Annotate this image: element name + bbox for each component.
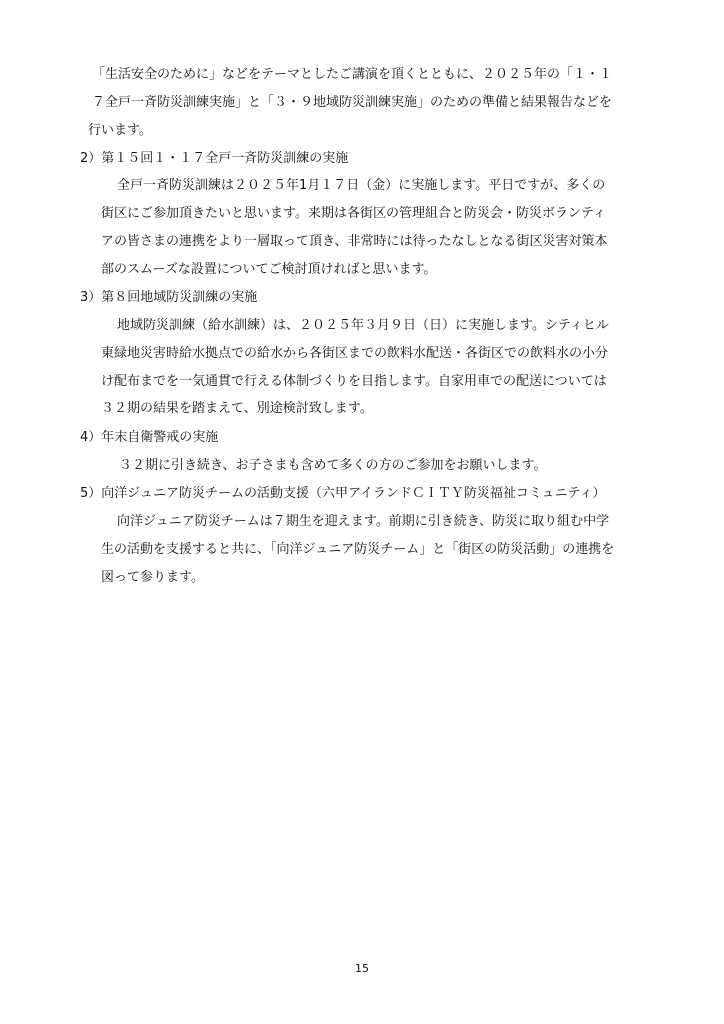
- body-line: け配布までを一気通貫で行える体制づくりを目指します。自家用車での配送については: [101, 374, 607, 389]
- body-line: 街区にご参加頂きたいと思います。来期は各街区の管理組合と防災会・防災ボランティ: [101, 206, 606, 221]
- body-line: 向洋ジュニア防災チームは７期生を迎えます。前期に引き続き、防災に取り組む中学: [117, 514, 610, 529]
- body-line: 生の活動を支援すると共に、「向洋ジュニア防災チーム」と「街区の防災活動」の連携を: [101, 542, 615, 557]
- intro-line: 「生活安全のために」などをテーマとしたご講演を頂くとともに、２０２５年の「１・１: [92, 67, 613, 82]
- body-line: ３２期に引き続き、お子さまも含めて多くの方のご参加をお願いします。: [119, 458, 547, 473]
- page-number: 15: [355, 962, 369, 975]
- body-line: 東緑地災害時給水拠点での給水から各街区までの飲料水配送・各街区での飲料水の小分: [101, 346, 609, 361]
- section-heading: 3）第８回地域防災訓練の実施: [80, 290, 258, 305]
- section-heading: 2）第１５回１・１７全戸一斉防災訓練の実施: [80, 151, 349, 166]
- intro-line: ７全戸一斉防災訓練実施」と「３・９地域防災訓練実施」のための準備と結果報告などを: [92, 95, 613, 110]
- section-heading: 4）年末自衛警戒の実施: [80, 430, 219, 445]
- section-heading: 5）向洋ジュニア防災チームの活動支援（六甲アイランドＣＩＴＹ防災福祉コミュニティ）: [80, 486, 606, 501]
- body-line: 地域防災訓練（給水訓練）は、２０２５年３月９日（日）に実施します。シティヒル: [117, 318, 609, 333]
- body-line: ３２期の結果を踏まえて、別途検討致します。: [101, 401, 373, 416]
- body-line: 全戸一斉防災訓練は２０２５年1月１７日（金）に実施します。平日ですが、多くの: [117, 178, 606, 193]
- body-line: アの皆さまの連携をより一層取って頂き、非常時には待ったなしとなる街区災害対策本: [101, 234, 608, 249]
- body-line: 図って参ります。: [101, 570, 204, 585]
- intro-line: 行います。: [88, 123, 152, 138]
- body-line: 部のスムーズな設置についてご検討頂ければと思います。: [101, 262, 437, 277]
